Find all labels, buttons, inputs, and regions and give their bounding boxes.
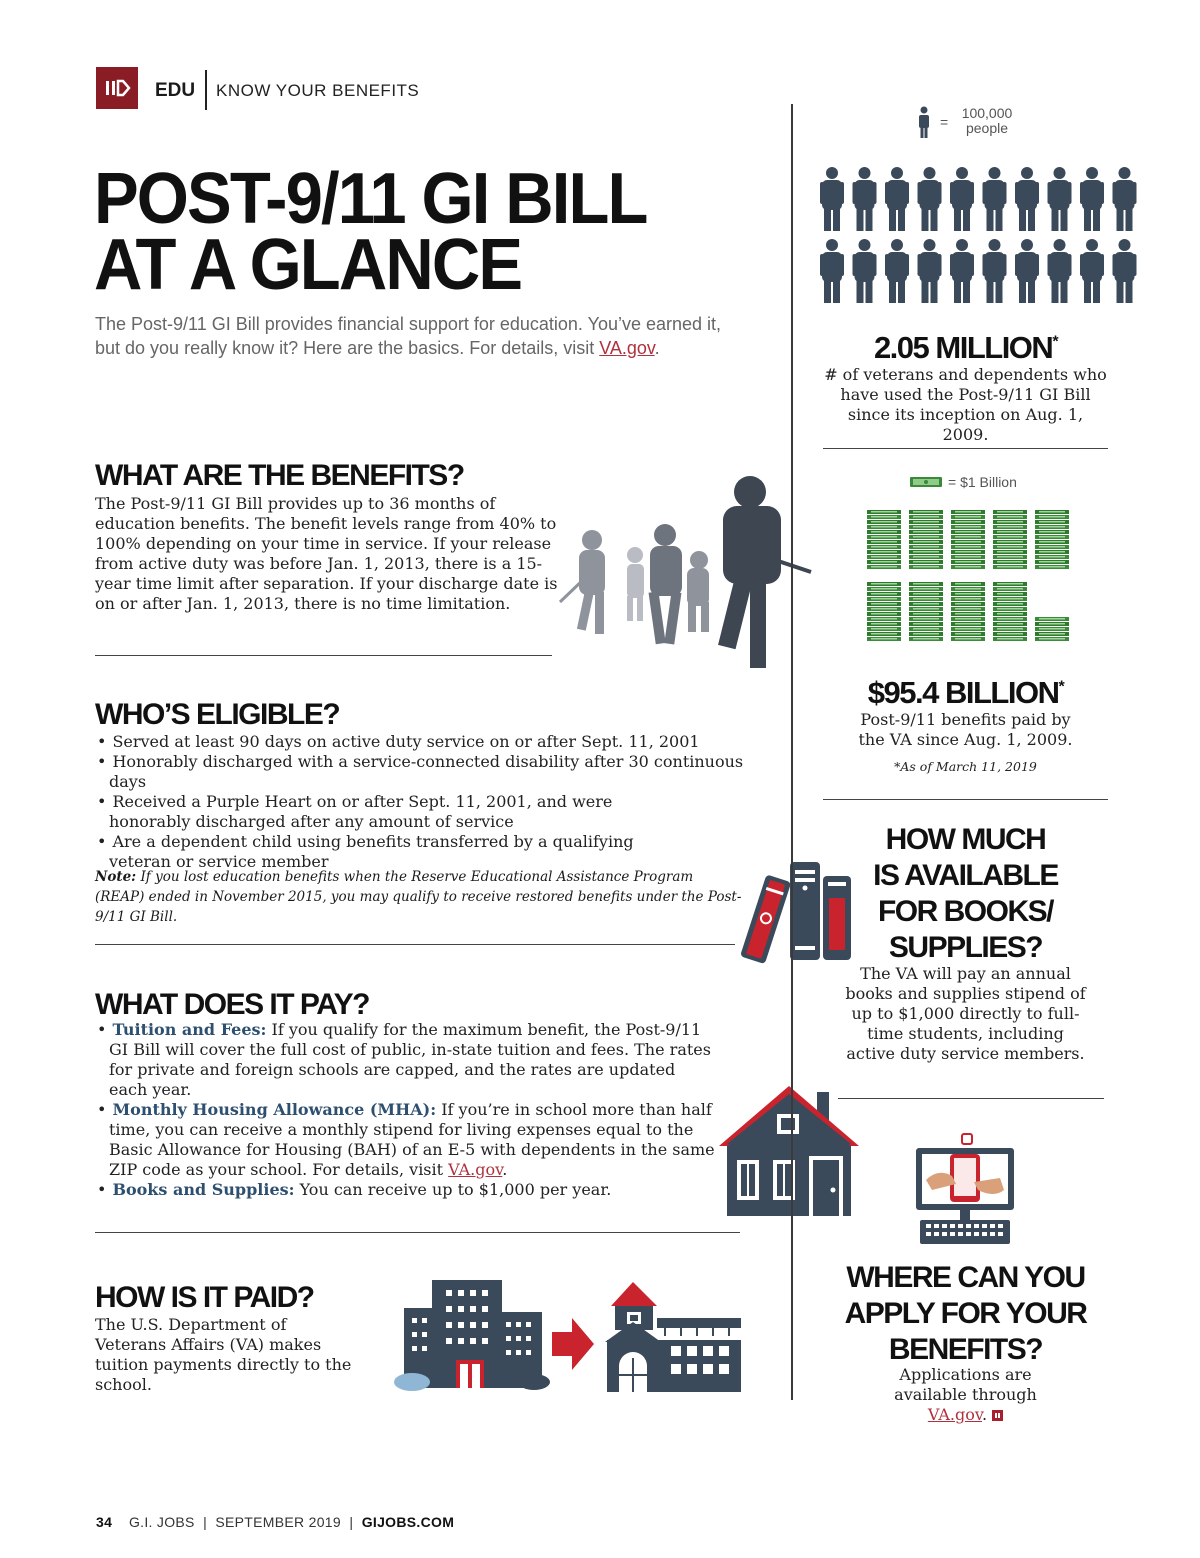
person-icon bbox=[918, 167, 942, 231]
people-legend bbox=[955, 106, 1019, 136]
person-icon bbox=[853, 239, 877, 303]
note-label: Note: bbox=[95, 869, 137, 885]
pay-term: Tuition and Fees: bbox=[112, 1020, 267, 1039]
apply-end: . bbox=[981, 1405, 988, 1424]
person-icon bbox=[1113, 167, 1137, 231]
money-text bbox=[823, 710, 1108, 750]
money-footnote: *As of March 11, 2019 bbox=[894, 759, 1037, 774]
person-icon bbox=[950, 167, 974, 231]
person-icon bbox=[916, 106, 932, 138]
money-stack-icon bbox=[1035, 617, 1069, 641]
benefits-body: The Post-9/11 GI Bill provides up to 36 months of education benefits. The benefit levels range from 40% to 100% depending on your time in service. If your release from active duty was before Jan. 1, 2013, there is a 15-year time limit after separation. If your discharge date is on or after Jan. 1, 2013, there is no time limitation. bbox=[95, 494, 558, 613]
person-icon bbox=[1048, 239, 1072, 303]
person-icon bbox=[918, 239, 942, 303]
page-title bbox=[94, 159, 647, 305]
column-divider bbox=[791, 104, 793, 1400]
money-number bbox=[823, 675, 1108, 711]
soldiers-silhouette-icon bbox=[555, 470, 815, 670]
eligible-item: • Are a dependent child using benefits transferred by a qualifying veteran or service member bbox=[95, 832, 679, 872]
apply-heading-line: APPLY FOR YOUR bbox=[844, 1297, 1087, 1330]
pay-text: You can receive up to $1,000 per year. bbox=[294, 1180, 612, 1199]
person-icon bbox=[885, 167, 909, 231]
paid-heading: HOW IS IT PAID? bbox=[95, 1281, 314, 1314]
money-stack-icon bbox=[867, 510, 901, 569]
books-heading-line: IS AVAILABLE bbox=[873, 859, 1058, 892]
eligible-item: • Honorably discharged with a service-connected disability after 30 continuous days bbox=[95, 752, 755, 792]
end-mark-icon bbox=[992, 1410, 1003, 1421]
school-icon bbox=[605, 1280, 743, 1393]
mha-va-link[interactable]: VA.gov bbox=[448, 1160, 503, 1179]
va-building-icon bbox=[392, 1278, 552, 1393]
money-bill-icon bbox=[910, 476, 942, 488]
people-legend-equals: = bbox=[940, 114, 949, 130]
books-heading-line: FOR BOOKS/ bbox=[877, 895, 1053, 928]
person-icon bbox=[950, 239, 974, 303]
pay-term: Monthly Housing Allowance (MHA): bbox=[112, 1100, 437, 1119]
divider-3 bbox=[95, 1232, 740, 1233]
people-asterisk: * bbox=[1052, 333, 1058, 351]
eligible-list bbox=[95, 732, 755, 872]
people-pictogram bbox=[820, 167, 1142, 303]
people-text: # of veterans and dependents who have used the Post-9/11 GI Bill since its inception on Aug. 1, 2009. bbox=[824, 365, 1107, 444]
pay-heading: WHAT DOES IT PAY? bbox=[95, 988, 369, 1021]
money-number-value: $95.4 BILLION bbox=[867, 675, 1059, 710]
page-number: 34 bbox=[96, 1514, 113, 1530]
footer-publication: G.I. JOBS bbox=[128, 1514, 195, 1530]
footer-date: SEPTEMBER 2019 bbox=[215, 1514, 341, 1530]
intro-paragraph bbox=[95, 312, 735, 360]
money-stack-icon bbox=[867, 582, 901, 641]
divider-2 bbox=[95, 944, 735, 945]
person-icon bbox=[983, 167, 1007, 231]
money-stack-icon bbox=[1035, 510, 1069, 569]
person-icon bbox=[820, 167, 844, 231]
apply-heading bbox=[823, 1260, 1108, 1368]
money-stack-icon bbox=[909, 510, 943, 569]
apply-va-link[interactable]: VA.gov bbox=[927, 1405, 982, 1424]
apply-text: Applications are available through bbox=[894, 1365, 1037, 1404]
note-text: If you lost education benefits when the Reserve Educational Assistance Program (REAP) ended in November 2015, you may qualify to receive restored benefits under the Post-9/11 GI Bill. bbox=[95, 869, 742, 925]
books-heading-line: SUPPLIES? bbox=[888, 931, 1043, 964]
pay-item-mha bbox=[95, 1100, 715, 1180]
page-title-line2: AT A GLANCE bbox=[94, 225, 522, 305]
pay-text: If you qualify for the maximum benefit, the Post-9/11 GI Bill will cover the full cost of public, in-state tuition and fees. The rates for private and foreign schools are capped, and the rates are updated each year. bbox=[109, 1020, 711, 1099]
intro-va-link[interactable]: VA.gov bbox=[599, 338, 655, 358]
house-icon bbox=[717, 1084, 862, 1219]
page-title-line1: POST-9/11 GI BILL bbox=[94, 159, 647, 239]
arrow-right-icon bbox=[552, 1318, 594, 1370]
apply-heading-line: BENEFITS? bbox=[888, 1333, 1043, 1366]
breadcrumb: KNOW YOUR BENEFITS bbox=[216, 81, 420, 100]
money-stack-icon bbox=[993, 582, 1027, 641]
person-icon bbox=[853, 167, 877, 231]
paid-body: The U.S. Department of Veterans Affairs (VA) makes tuition payments directly to the school. bbox=[95, 1315, 352, 1394]
logo-mark-icon bbox=[96, 67, 138, 109]
divider-right-3 bbox=[838, 1098, 1104, 1099]
money-text-value: Post-9/11 benefits paid by the VA since Aug. 1, 2009. bbox=[858, 710, 1073, 749]
people-number bbox=[823, 330, 1108, 366]
money-legend: = $1 Billion bbox=[948, 474, 1017, 490]
pay-end: . bbox=[502, 1160, 508, 1179]
money-stack-icon bbox=[993, 510, 1027, 569]
pay-text: If you’re in school more than half time, you can receive a monthly stipend for living expenses equal to the Basic Allowance for Housing (BAH) of an E-5 with dependents in the same ZIP code as your school. For details, visit bbox=[109, 1100, 715, 1179]
apply-body bbox=[863, 1365, 1068, 1425]
person-icon bbox=[1048, 167, 1072, 231]
section-label: EDU bbox=[155, 80, 196, 101]
person-icon bbox=[1015, 239, 1039, 303]
pay-item-tuition bbox=[95, 1020, 715, 1100]
person-icon bbox=[820, 239, 844, 303]
person-icon bbox=[1015, 167, 1039, 231]
money-stack-icon bbox=[909, 582, 943, 641]
people-number-value: 2.05 MILLION bbox=[873, 330, 1053, 365]
pay-term: Books and Supplies: bbox=[112, 1180, 295, 1199]
money-pictogram bbox=[865, 510, 1075, 650]
intro-text: The Post-9/11 GI Bill provides financial support for education. You’ve earned it, but do you really know it? Here are the basics. For details, visit bbox=[95, 314, 722, 358]
intro-end: . bbox=[654, 338, 660, 358]
books-heading-line: HOW MUCH bbox=[885, 823, 1046, 856]
edu-logo bbox=[96, 67, 138, 109]
eligible-heading: WHO’S ELIGIBLE? bbox=[95, 698, 340, 731]
money-stack-icon bbox=[951, 510, 985, 569]
divider-right-2 bbox=[823, 799, 1108, 800]
books-heading bbox=[823, 822, 1108, 966]
pay-item-books bbox=[95, 1180, 715, 1200]
divider-right-1 bbox=[823, 448, 1108, 449]
money-asterisk: * bbox=[1058, 678, 1064, 696]
divider-1 bbox=[95, 655, 552, 656]
header-divider bbox=[205, 70, 207, 110]
benefits-heading: WHAT ARE THE BENEFITS? bbox=[95, 459, 464, 492]
people-legend-unit: people bbox=[965, 120, 1009, 136]
money-stack-icon bbox=[951, 582, 985, 641]
computer-application-icon bbox=[912, 1128, 1018, 1246]
person-icon bbox=[1080, 239, 1104, 303]
people-legend-value: 100,000 bbox=[961, 105, 1013, 121]
page-footer bbox=[96, 1514, 454, 1530]
pay-list bbox=[95, 1020, 715, 1200]
eligible-item: • Received a Purple Heart on or after Sept. 11, 2001, and were honorably discharged after any amount of service bbox=[95, 792, 679, 832]
person-icon bbox=[983, 239, 1007, 303]
person-icon bbox=[1113, 239, 1137, 303]
footer-separator: | bbox=[349, 1514, 354, 1530]
person-icon bbox=[1080, 167, 1104, 231]
apply-heading-line: WHERE CAN YOU bbox=[846, 1261, 1085, 1294]
footer-site: GIJOBS.COM bbox=[361, 1514, 455, 1530]
books-body: The VA will pay an annual books and supplies stipend of up to $1,000 directly to full-time students, including active duty service members. bbox=[845, 964, 1086, 1063]
reap-note bbox=[95, 867, 745, 927]
person-icon bbox=[885, 239, 909, 303]
footer-separator: | bbox=[203, 1514, 207, 1530]
eligible-item: • Served at least 90 days on active duty service on or after Sept. 11, 2001 bbox=[95, 732, 755, 752]
